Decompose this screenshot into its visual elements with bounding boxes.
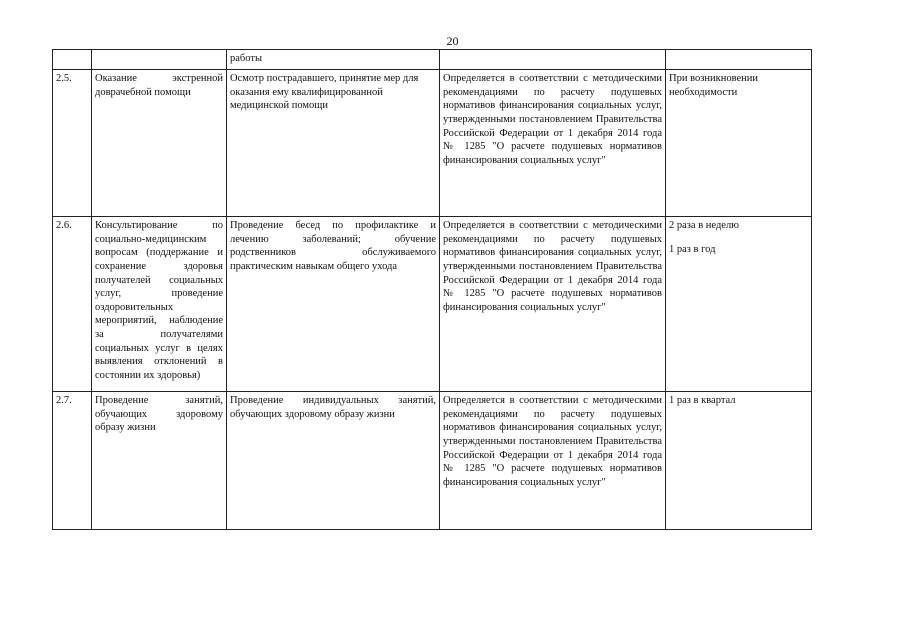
cell-service-name: Оказание экстренной доврачебной помощи [92, 70, 227, 217]
cell-number: 2.6. [53, 217, 92, 392]
table-row-continuation [53, 50, 812, 70]
cell-periodicity [666, 392, 812, 530]
cell-service-name: Консультирование по социально-медицинским вопросам (поддержание и сохранение здоровья получателей социальных услуг, проведение оздоровительных мероприятий, наблюдение за получателями социальных услуг в целях выявления отклонений в состоянии их здоровья) [92, 217, 227, 392]
cell-service-name: Проведение занятий, обучающих здоровому образу жизни [92, 392, 227, 530]
table-row [53, 70, 812, 217]
cell-periodicity [666, 50, 812, 70]
cell-number [53, 50, 92, 70]
periodicity-line: При возникновении необходимости [669, 73, 758, 98]
table-row [53, 217, 812, 392]
page-number: 20 [446, 34, 459, 48]
services-table [52, 49, 812, 530]
cell-number: 2.7. [53, 392, 92, 530]
cell-periodicity [666, 217, 812, 392]
cell-service-content: Проведение индивидуальных занятий, обучающих здоровому образу жизни [227, 392, 440, 530]
cell-periodicity [666, 70, 812, 217]
cell-number: 2.5. [53, 70, 92, 217]
cell-standard: Определяется в соответствии с методическими рекомендациями по расчету подушевых нормативов финансирования социальных услуг, утвержденными постановлением Правительства Российской Федерации от 1 декабря 2014 года № 1285 "О расчете подушевых нормативов финансирования социальных услуг" [440, 217, 666, 392]
cell-service-name [92, 50, 227, 70]
cell-service-content: Осмотр пострадавшего, принятие мер для оказания ему квалифицированной медицинской помощи [227, 70, 440, 217]
periodicity-line: 1 раз в год [669, 243, 716, 255]
periodicity-line: 2 раза в неделю [669, 220, 740, 231]
cell-standard: Определяется в соответствии с методическими рекомендациями по расчету подушевых нормативов финансирования социальных услуг, утвержденными постановлением Правительства Российской Федерации от 1 декабря 2014 года № 1285 "О расчете подушевых нормативов финансирования социальных услуг" [440, 70, 666, 217]
periodicity-line: 1 раз в квартал [669, 395, 736, 406]
cell-standard [440, 50, 666, 70]
cell-standard: Определяется в соответствии с методическими рекомендациями по расчету подушевых нормативов финансирования социальных услуг, утвержденными постановлением Правительства Российской Федерации от 1 декабря 2014 года № 1285 "О расчете подушевых нормативов финансирования социальных услуг" [440, 392, 666, 530]
cell-service-content: работы [227, 50, 440, 70]
cell-service-content: Проведение бесед по профилактике и лечению заболеваний; обучение родственников обслуживаемого практическим навыкам общего ухода [227, 217, 440, 392]
table-row [53, 392, 812, 530]
